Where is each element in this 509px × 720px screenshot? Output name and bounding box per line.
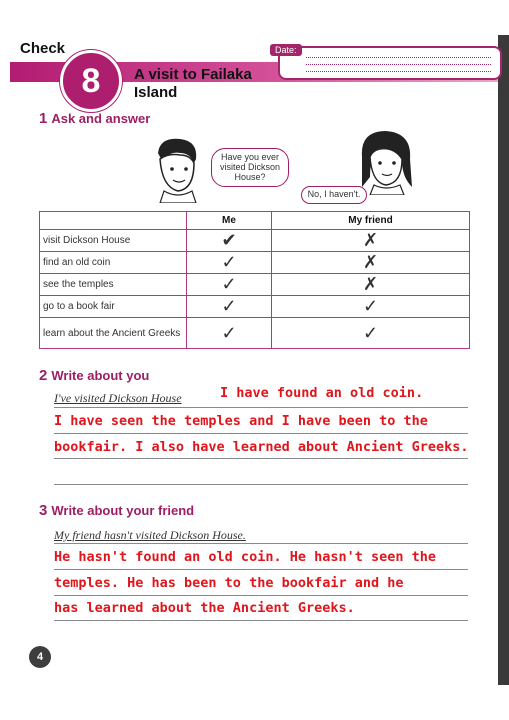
table-row: [40, 318, 470, 349]
table-row: [40, 296, 470, 318]
activity-cell: find an old coin: [40, 252, 187, 274]
friend-tick-mark[interactable]: ✓: [272, 296, 470, 318]
table-header-me: Me: [187, 212, 272, 230]
activity-cell: visit Dickson House: [40, 230, 187, 252]
unit-title-line1: A visit to Failaka: [134, 66, 252, 83]
section3-answer-line3[interactable]: has learned about the Ancient Greeks.: [54, 600, 355, 616]
date-field[interactable]: [278, 46, 502, 80]
date-line-2: [306, 64, 491, 65]
unit-title-line2: Island: [134, 84, 178, 101]
boy-illustration: [140, 133, 210, 203]
me-tick-mark[interactable]: ✓: [187, 274, 272, 296]
answer-bubble: No, I haven't.: [301, 186, 367, 204]
me-tick-mark[interactable]: ✓: [187, 296, 272, 318]
girl-illustration: [354, 127, 416, 195]
question-bubble: Have you ever visited Dickson House?: [211, 148, 289, 187]
table-header-activity: [40, 212, 187, 230]
unit-number-badge: 8: [60, 50, 122, 112]
page-edge-shadow: [498, 35, 509, 685]
me-tick-mark[interactable]: ✓: [187, 252, 272, 274]
unit-title: [134, 66, 294, 102]
me-tick-mark[interactable]: ✔: [187, 230, 272, 252]
date-label: Date:: [270, 44, 302, 56]
section3-number: 3: [39, 502, 48, 519]
section1-number: 1: [39, 110, 48, 127]
friend-cross-mark[interactable]: ✗: [272, 274, 470, 296]
writing-line: [54, 458, 468, 459]
date-line-3: [306, 71, 491, 72]
activity-cell: learn about the Ancient Greeks: [40, 318, 187, 349]
section3-answer-line2[interactable]: temples. He has been to the bookfair and he: [54, 575, 404, 591]
writing-line: [54, 433, 468, 434]
date-line-1: [306, 57, 491, 58]
activity-cell: see the temples: [40, 274, 187, 296]
friend-cross-mark[interactable]: ✗: [272, 230, 470, 252]
writing-line: [54, 407, 468, 408]
me-tick-mark[interactable]: ✓: [187, 318, 272, 349]
section3-example: My friend hasn't visited Dickson House.: [54, 528, 246, 542]
writing-line: [54, 569, 468, 570]
section2-title: 2 Write about you: [39, 367, 150, 384]
section2-answer-line3[interactable]: bookfair. I also have learned about Ancient Greeks.: [54, 439, 469, 455]
table-row: [40, 252, 470, 274]
table-header-friend: My friend: [272, 212, 470, 230]
writing-line: [54, 484, 468, 485]
check-label: Check: [20, 40, 66, 57]
friend-tick-mark[interactable]: ✓: [272, 318, 470, 349]
table-row: [40, 274, 470, 296]
friend-cross-mark[interactable]: ✗: [272, 252, 470, 274]
section2-number: 2: [39, 367, 48, 384]
writing-line: [54, 543, 468, 544]
activity-cell: go to a book fair: [40, 296, 187, 318]
section2-answer-line1[interactable]: I have found an old coin.: [220, 385, 424, 401]
section1-title: 1 Ask and answer: [39, 110, 151, 127]
table-header-row: [40, 212, 470, 230]
section2-example: I've visited Dickson House: [54, 391, 182, 405]
section3-answer-line1[interactable]: He hasn't found an old coin. He hasn't seen the: [54, 549, 437, 565]
table-row: [40, 230, 470, 252]
section3-title: 3 Write about your friend: [39, 502, 195, 519]
activity-table: [39, 211, 470, 349]
writing-line: [54, 620, 468, 621]
writing-line: [54, 595, 468, 596]
page-number-badge: 4: [29, 646, 51, 668]
section2-answer-line2[interactable]: I have seen the temples and I have been to the: [54, 413, 428, 429]
